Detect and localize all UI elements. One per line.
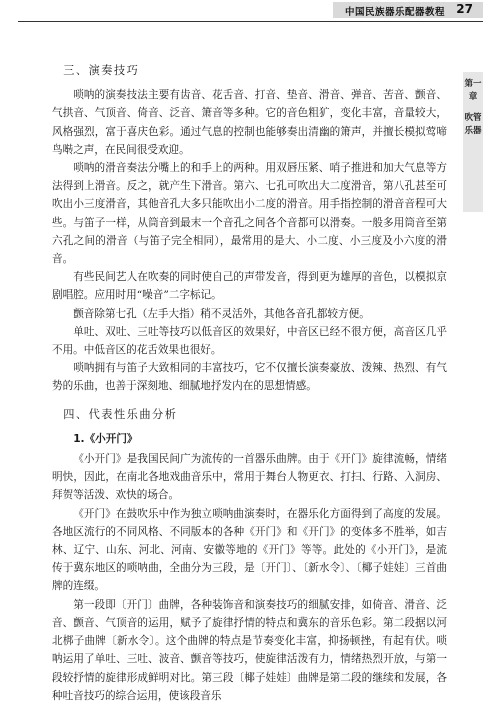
paragraph: 唢呐的滑音奏法分嘴上的和手上的两种。用双唇压紧、哨子推进和加大气息等方法得到上滑音。反之，就产生下滑音。第六、七孔可吹出大二度滑音，第八孔甚至可吹出小三度滑音，其他音孔大多只能吹出小二度的滑音。用手指控制的滑音音程可大些。与笛子一样，从筒音到最末一个音孔之间各个音都可以滑奏。一般多用筒音至第六孔之间的滑音（与笛子完全相同），最常用的是大、小二度、小三度及小六度的滑音。 (52, 162, 447, 266)
book-title: 中国民族器乐配器教程 (344, 7, 445, 18)
side-tab-topic: 吹管乐器 (464, 113, 482, 136)
subheading-xiaokaimen: 1.《小开门》 (73, 432, 138, 445)
paragraph: 唢呐拥有与笛子大致相同的丰富技巧，它不仅擅长演奏豪放、泼辣、热烈、有气势的乐曲，也善于深刻地、细腻地抒发内在的思想情感。 (52, 362, 447, 393)
paragraph: 第一段即〔开门〕曲牌，各种装饰音和演奏技巧的细腻安排，如倚音、滑音、泛音、颤音、气顶音的运用，赋予了旋律抒情的特点和冀东的音乐色彩。第二段据以河北梆子曲牌〔新水令〕。这个曲牌的特点是节奏变化丰富，抑扬顿挫，有起有伏。唢呐运用了单吐、三吐、波音、颤音等技巧，使旋律活泼有力，情绪热烈开放，与第一段较抒情的旋律形成鲜明对比。第三段〔椰子娃娃〕曲牌是第二段的继续和发展，各种吐音技巧的综合运用，使该段音乐 (52, 598, 447, 702)
paragraph: 《开门》在鼓吹乐中作为独立唢呐曲演奏时，在器乐化方面得到了高度的发展。各地区流行的不同风格、不同版本的各种《开门》和《开门》的变体多不胜举，如吉林、辽宁、山东、河北、河南、安徽等地的《开门》等等。此处的《小开门》，是流传于冀东地区的唢呐曲，全曲分为三段，是〔开门〕、〔新水令〕、〔椰子娃娃〕三首曲牌的连缀。 (52, 507, 447, 593)
paragraph: 唢呐的演奏技法主要有齿音、花舌音、打音、垫音、滑音、弹音、苦音、颤音、气拱音、气顶音、倚音、泛音、箫音等多种。它的音色粗犷，变化丰富，音量较大，风格强烈，富于喜庆色彩。通过气息的控制也能够奏出清幽的箫声，并擅长模拟莺啼鸟啭之声，在民间很受欢迎。 (52, 89, 447, 156)
paragraph: 有些民间艺人在吹奏的同时使自己的声带发音，得到更为雄厚的音色，以模拟京剧唱腔。应用时用“噪音”二字标记。 (52, 271, 447, 302)
paragraph: 颤音除第七孔（左手大指）稍不灵活外，其他各音孔都较方便。 (73, 307, 370, 320)
paragraph: 《小开门》是我国民间广为流传的一首器乐曲牌。由于《开门》旋律流畅，情绪明快，因此，在南北各地戏曲音乐中，常用于舞台人物更衣、打扫、行路、入洞房、拜贺等活泼、欢快的场合。 (52, 453, 447, 502)
page-number: 27 (456, 2, 473, 16)
section-heading-pieces: 四、代表性乐曲分析 (63, 407, 178, 421)
paragraph: 单吐、双吐、三吐等技巧以低音区的效果好，中音区已经不很方便，高音区几乎不用。中低音区的花舌效果也很好。 (52, 325, 447, 357)
page-body (52, 58, 447, 705)
side-tab-chapter: 第一章 (464, 79, 482, 102)
running-header (18, 0, 483, 22)
section-heading-techniques: 三、演奏技巧 (63, 64, 140, 77)
chapter-side-tab (463, 72, 483, 212)
header-rule (18, 21, 483, 22)
